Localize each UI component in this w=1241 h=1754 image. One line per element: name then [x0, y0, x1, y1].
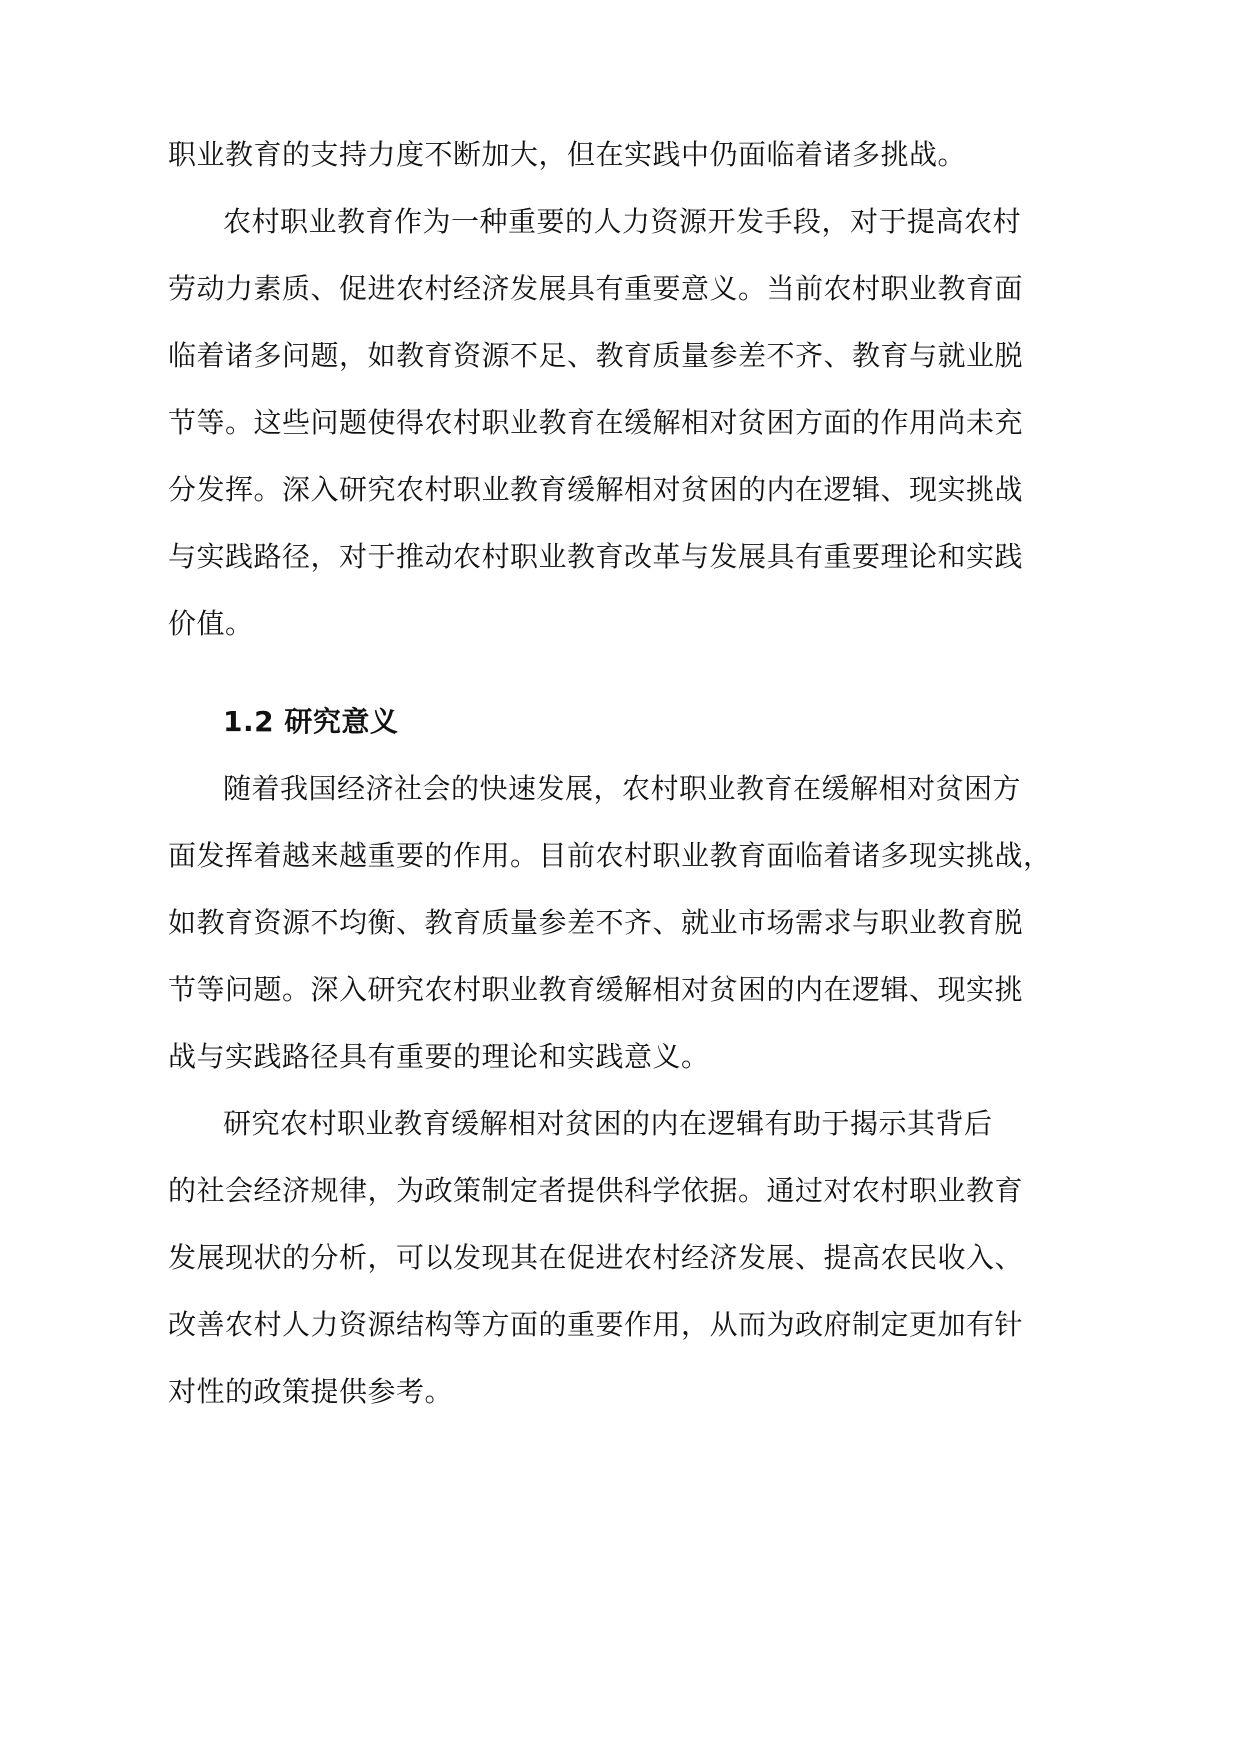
text-line: 节等。这些问题使得农村职业教育在缓解相对贫困方面的作用尚未充 — [168, 406, 1024, 439]
text-line: 改善农村人力资源结构等方面的重要作用，从而为政府制定更加有针 — [168, 1308, 1024, 1341]
text-line: 价值。 — [168, 607, 254, 640]
text-line: 如教育资源不均衡、教育质量参差不齐、就业市场需求与职业教育脱 — [168, 906, 1024, 939]
text-line: 劳动力素质、促进农村经济发展具有重要意义。当前农村职业教育面 — [168, 272, 1024, 305]
section-heading: 1.2 研究意义 — [223, 705, 399, 738]
text-line: 与实践路径，对于推动农村职业教育改革与发展具有重要理论和实践 — [168, 540, 1024, 573]
text-line: 发展现状的分析，可以发现其在促进农村经济发展、提高农民收入、 — [168, 1241, 1024, 1274]
text-line: 临着诸多问题，如教育资源不足、教育质量参差不齐、教育与就业脱 — [168, 339, 1024, 372]
text-line: 农村职业教育作为一种重要的人力资源开发手段，对于提高农村 — [223, 205, 1022, 238]
text-line: 随着我国经济社会的快速发展，农村职业教育在缓解相对贫困方 — [223, 772, 1022, 805]
text-line: 战与实践路径具有重要的理论和实践意义。 — [168, 1040, 710, 1073]
text-line: 职业教育的支持力度不断加大，但在实践中仍面临着诸多挑战。 — [168, 138, 967, 171]
text-line: 研究农村职业教育缓解相对贫困的内在逻辑有助于揭示其背后 — [223, 1107, 993, 1140]
text-line: 对性的政策提供参考。 — [168, 1375, 454, 1408]
text-line: 分发挥。深入研究农村职业教育缓解相对贫困的内在逻辑、现实挑战 — [168, 473, 1024, 506]
text-line: 面发挥着越来越重要的作用。目前农村职业教育面临着诸多现实挑战， — [168, 839, 1052, 872]
text-line: 节等问题。深入研究农村职业教育缓解相对贫困的内在逻辑、现实挑 — [168, 973, 1024, 1006]
text-line: 的社会经济规律，为政策制定者提供科学依据。通过对农村职业教育 — [168, 1174, 1024, 1207]
